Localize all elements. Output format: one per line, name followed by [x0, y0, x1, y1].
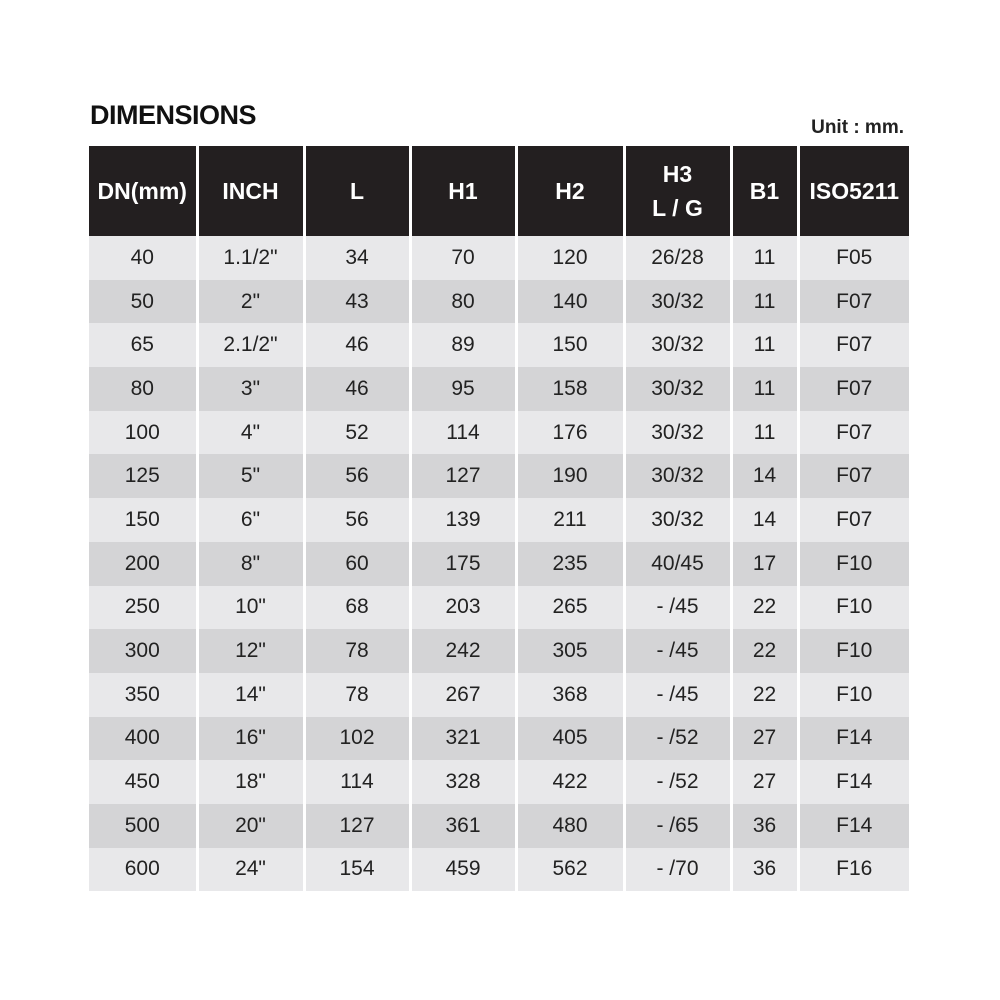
- cell-inch: 1.1/2": [197, 236, 304, 280]
- cell-l: 78: [304, 629, 410, 673]
- cell-h1: 242: [410, 629, 516, 673]
- cell-inch: 3": [197, 367, 304, 411]
- cell-l: 60: [304, 542, 410, 586]
- cell-iso: F05: [798, 236, 909, 280]
- cell-dn: 350: [89, 673, 197, 717]
- cell-h3: - /45: [624, 673, 731, 717]
- cell-h3: - /45: [624, 586, 731, 630]
- dimensions-table: [89, 146, 909, 891]
- cell-b1: 36: [731, 804, 798, 848]
- cell-l: 43: [304, 280, 410, 324]
- cell-iso: F16: [798, 848, 909, 892]
- cell-h2: 265: [516, 586, 624, 630]
- table-row: [89, 411, 909, 455]
- cell-inch: 8": [197, 542, 304, 586]
- cell-b1: 22: [731, 586, 798, 630]
- cell-inch: 5": [197, 454, 304, 498]
- cell-h1: 127: [410, 454, 516, 498]
- cell-b1: 27: [731, 717, 798, 761]
- cell-iso: F07: [798, 411, 909, 455]
- cell-h3: - /65: [624, 804, 731, 848]
- cell-h2: 368: [516, 673, 624, 717]
- cell-b1: 36: [731, 848, 798, 892]
- table-row: [89, 323, 909, 367]
- table-row: [89, 804, 909, 848]
- table-row: [89, 848, 909, 892]
- cell-l: 114: [304, 760, 410, 804]
- cell-inch: 2.1/2": [197, 323, 304, 367]
- cell-b1: 11: [731, 367, 798, 411]
- table-row: [89, 280, 909, 324]
- cell-dn: 50: [89, 280, 197, 324]
- cell-h1: 203: [410, 586, 516, 630]
- table-body: [89, 236, 909, 891]
- cell-h3: 30/32: [624, 323, 731, 367]
- table-row: [89, 586, 909, 630]
- cell-inch: 16": [197, 717, 304, 761]
- table-row: [89, 367, 909, 411]
- cell-h3: 26/28: [624, 236, 731, 280]
- header-h3-top: H3: [662, 161, 693, 187]
- cell-iso: F10: [798, 542, 909, 586]
- cell-l: 78: [304, 673, 410, 717]
- cell-h1: 80: [410, 280, 516, 324]
- cell-h2: 211: [516, 498, 624, 542]
- unit-label: Unit : mm.: [811, 117, 904, 138]
- cell-h2: 176: [516, 411, 624, 455]
- cell-iso: F14: [798, 760, 909, 804]
- cell-h2: 422: [516, 760, 624, 804]
- table-row: [89, 673, 909, 717]
- cell-h2: 305: [516, 629, 624, 673]
- cell-iso: F07: [798, 454, 909, 498]
- cell-inch: 12": [197, 629, 304, 673]
- cell-l: 154: [304, 848, 410, 892]
- cell-h3: 30/32: [624, 367, 731, 411]
- cell-h1: 267: [410, 673, 516, 717]
- cell-l: 46: [304, 323, 410, 367]
- cell-h3: 30/32: [624, 454, 731, 498]
- cell-b1: 22: [731, 629, 798, 673]
- cell-inch: 14": [197, 673, 304, 717]
- cell-dn: 250: [89, 586, 197, 630]
- header-dn: DN(mm): [89, 146, 197, 236]
- cell-iso: F10: [798, 629, 909, 673]
- cell-h1: 139: [410, 498, 516, 542]
- header-iso5211: ISO5211: [798, 146, 909, 236]
- cell-h2: 480: [516, 804, 624, 848]
- cell-dn: 150: [89, 498, 197, 542]
- cell-dn: 80: [89, 367, 197, 411]
- cell-inch: 6": [197, 498, 304, 542]
- cell-inch: 20": [197, 804, 304, 848]
- table-row: [89, 498, 909, 542]
- cell-h3: 30/32: [624, 411, 731, 455]
- table-row: [89, 542, 909, 586]
- cell-h3: 30/32: [624, 280, 731, 324]
- cell-h3: - /52: [624, 760, 731, 804]
- cell-h1: 321: [410, 717, 516, 761]
- cell-b1: 11: [731, 236, 798, 280]
- cell-iso: F10: [798, 586, 909, 630]
- cell-h2: 405: [516, 717, 624, 761]
- cell-l: 127: [304, 804, 410, 848]
- cell-iso: F07: [798, 498, 909, 542]
- cell-dn: 200: [89, 542, 197, 586]
- cell-h3: 40/45: [624, 542, 731, 586]
- header-b1: B1: [731, 146, 798, 236]
- cell-h2: 140: [516, 280, 624, 324]
- cell-h2: 190: [516, 454, 624, 498]
- cell-h1: 114: [410, 411, 516, 455]
- cell-b1: 17: [731, 542, 798, 586]
- cell-h2: 235: [516, 542, 624, 586]
- cell-inch: 10": [197, 586, 304, 630]
- table-header: [89, 146, 909, 236]
- cell-iso: F07: [798, 367, 909, 411]
- header-h3-bottom: L / G: [652, 195, 703, 221]
- cell-l: 56: [304, 498, 410, 542]
- cell-h1: 361: [410, 804, 516, 848]
- cell-h1: 328: [410, 760, 516, 804]
- table-row: [89, 629, 909, 673]
- cell-inch: 4": [197, 411, 304, 455]
- cell-dn: 125: [89, 454, 197, 498]
- cell-b1: 14: [731, 454, 798, 498]
- header-h1: H1: [410, 146, 516, 236]
- cell-h3: - /70: [624, 848, 731, 892]
- cell-l: 56: [304, 454, 410, 498]
- header-row: [89, 146, 909, 236]
- table-row: [89, 760, 909, 804]
- cell-b1: 11: [731, 323, 798, 367]
- cell-inch: 24": [197, 848, 304, 892]
- cell-dn: 40: [89, 236, 197, 280]
- cell-b1: 14: [731, 498, 798, 542]
- cell-dn: 600: [89, 848, 197, 892]
- header-inch: INCH: [197, 146, 304, 236]
- cell-h2: 150: [516, 323, 624, 367]
- cell-l: 46: [304, 367, 410, 411]
- header-h3: [624, 146, 731, 236]
- cell-l: 68: [304, 586, 410, 630]
- cell-h1: 95: [410, 367, 516, 411]
- page-title: DIMENSIONS: [90, 100, 257, 130]
- cell-iso: F14: [798, 717, 909, 761]
- cell-h2: 158: [516, 367, 624, 411]
- cell-iso: F10: [798, 673, 909, 717]
- cell-h2: 120: [516, 236, 624, 280]
- header-l: L: [304, 146, 410, 236]
- cell-dn: 65: [89, 323, 197, 367]
- cell-l: 52: [304, 411, 410, 455]
- cell-b1: 11: [731, 280, 798, 324]
- cell-h3: 30/32: [624, 498, 731, 542]
- cell-h3: - /45: [624, 629, 731, 673]
- cell-dn: 500: [89, 804, 197, 848]
- cell-h2: 562: [516, 848, 624, 892]
- cell-b1: 11: [731, 411, 798, 455]
- header-h2: H2: [516, 146, 624, 236]
- cell-h3: - /52: [624, 717, 731, 761]
- cell-dn: 450: [89, 760, 197, 804]
- table-row: [89, 454, 909, 498]
- cell-dn: 100: [89, 411, 197, 455]
- cell-b1: 27: [731, 760, 798, 804]
- cell-inch: 18": [197, 760, 304, 804]
- cell-h1: 459: [410, 848, 516, 892]
- cell-dn: 300: [89, 629, 197, 673]
- cell-h1: 70: [410, 236, 516, 280]
- cell-h1: 89: [410, 323, 516, 367]
- cell-iso: F07: [798, 280, 909, 324]
- cell-h1: 175: [410, 542, 516, 586]
- cell-dn: 400: [89, 717, 197, 761]
- table-row: [89, 236, 909, 280]
- cell-l: 102: [304, 717, 410, 761]
- cell-inch: 2": [197, 280, 304, 324]
- table-row: [89, 717, 909, 761]
- cell-iso: F07: [798, 323, 909, 367]
- cell-l: 34: [304, 236, 410, 280]
- cell-iso: F14: [798, 804, 909, 848]
- cell-b1: 22: [731, 673, 798, 717]
